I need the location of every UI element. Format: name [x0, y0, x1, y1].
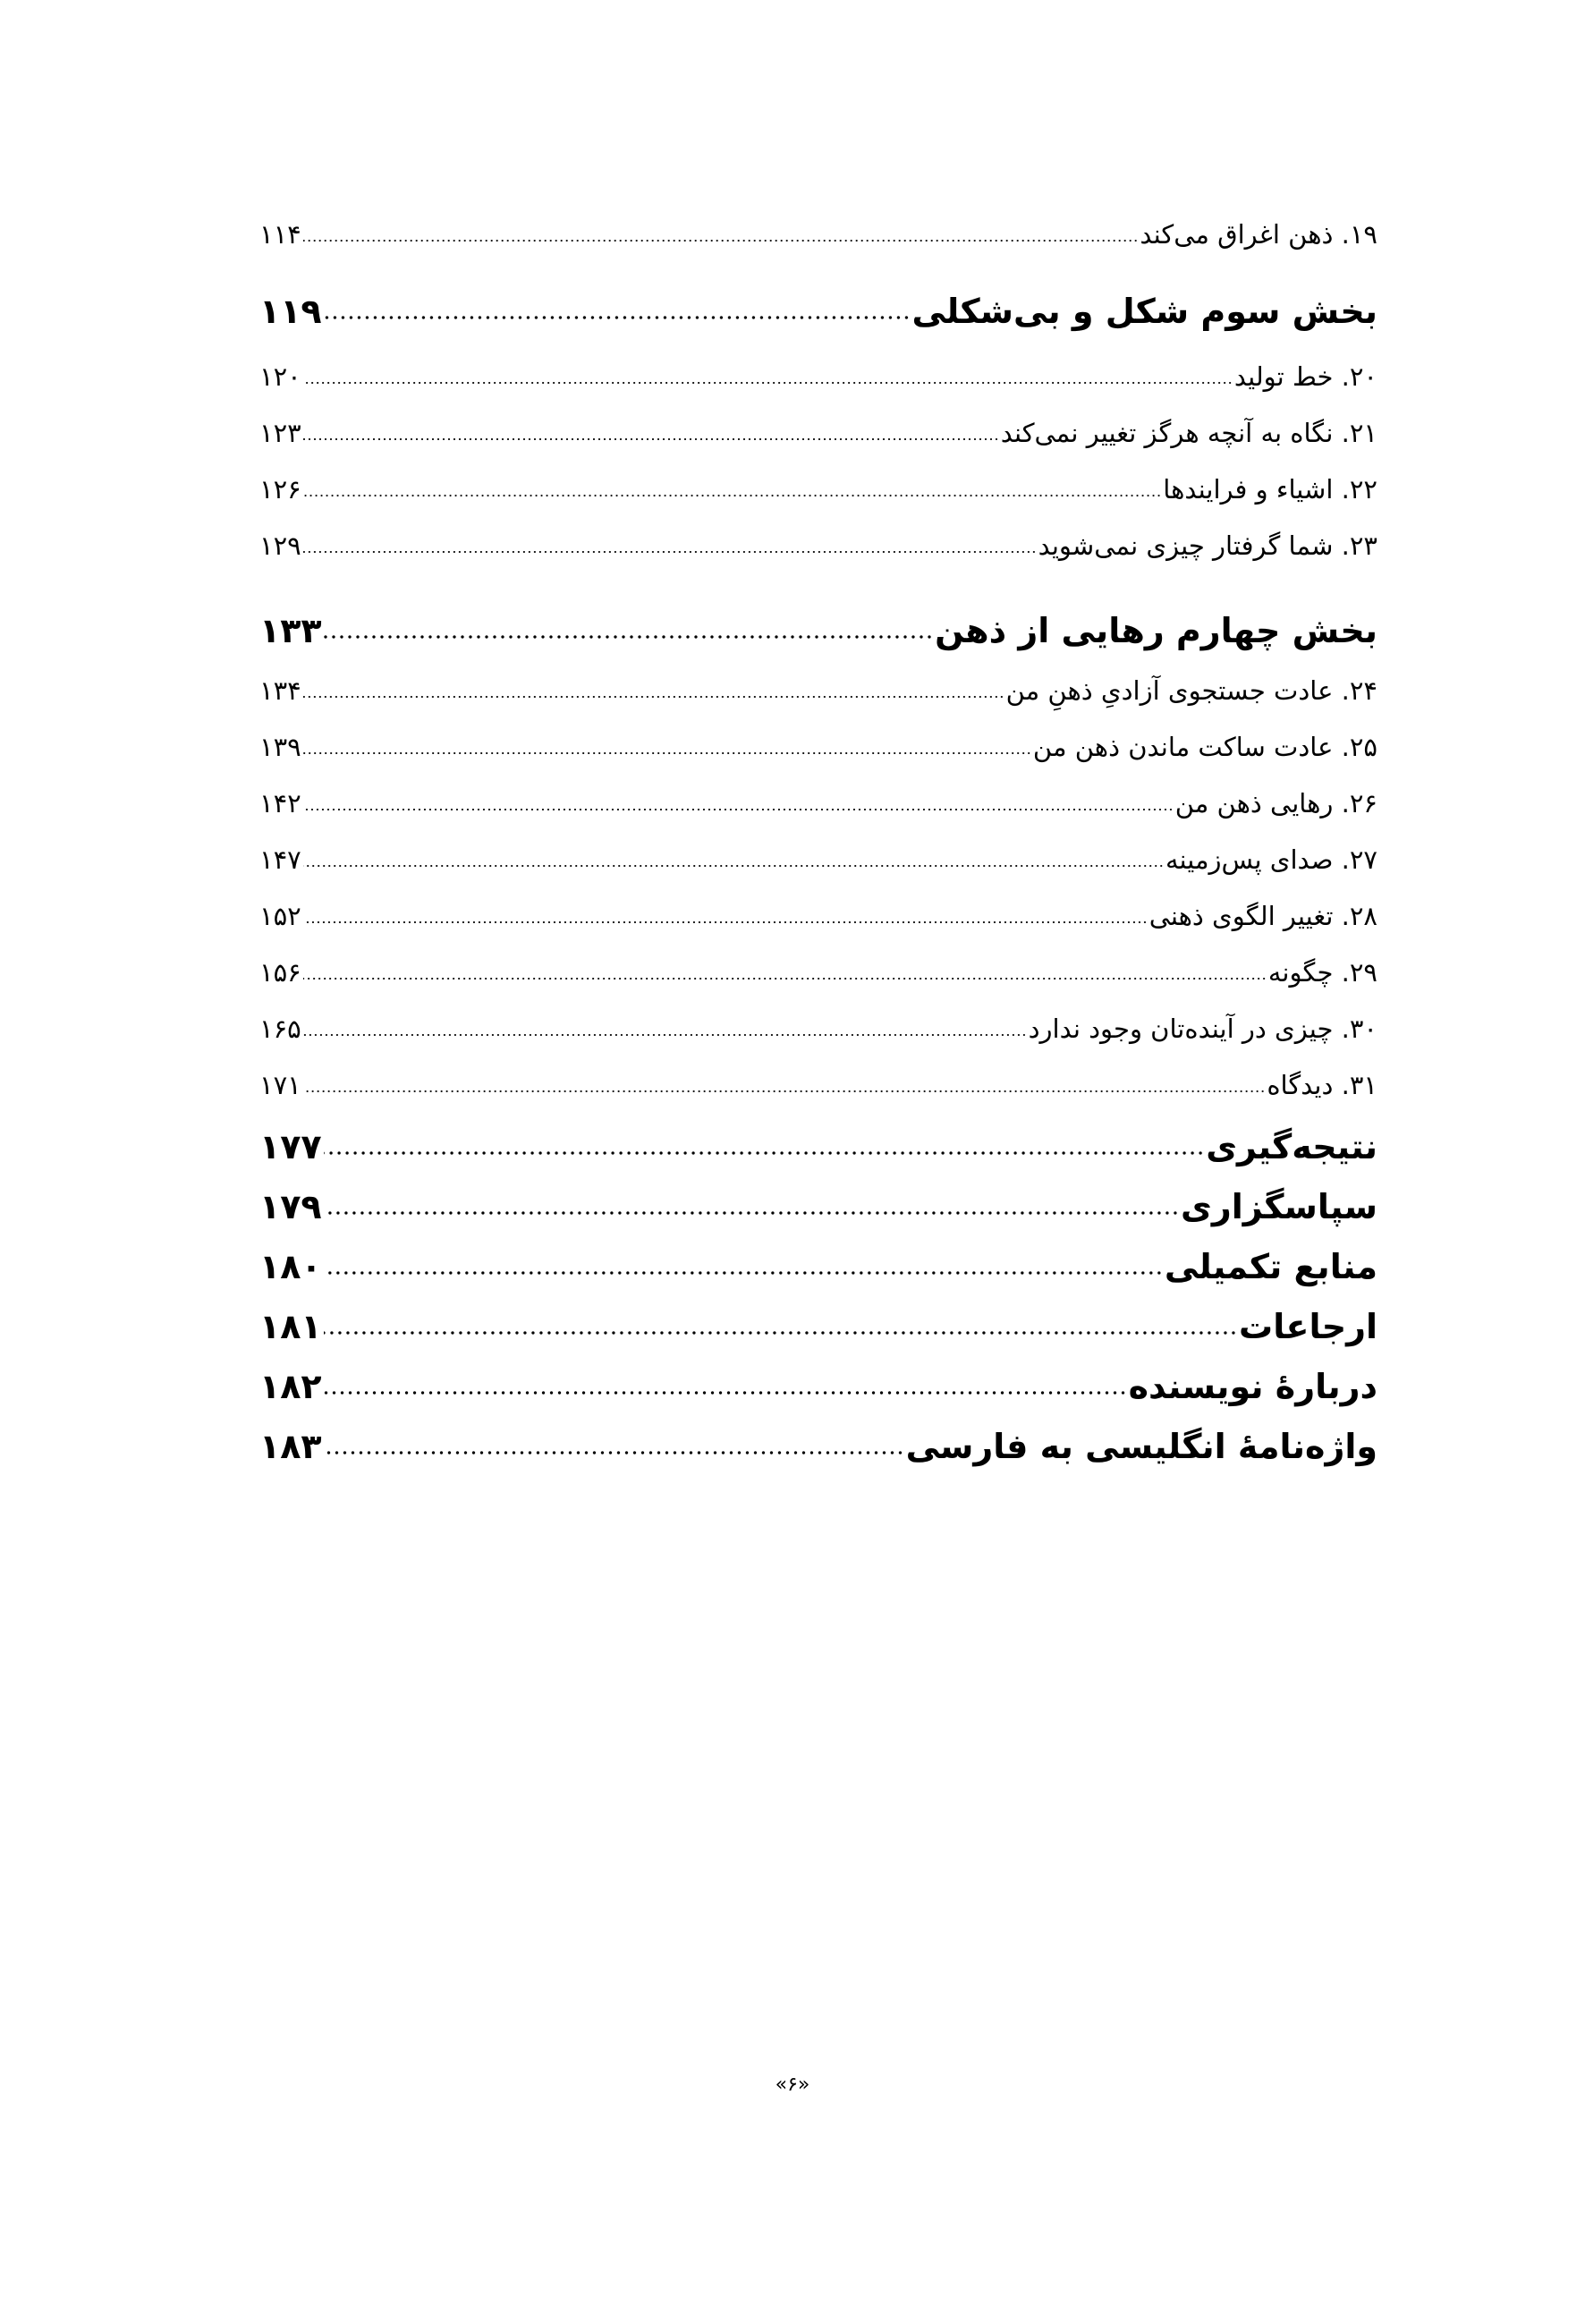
toc-part-page: ۱۷۹ [259, 1187, 322, 1226]
page-number: «۶» [775, 2074, 810, 2096]
toc-entry-title: ۲۵. عادت ساکت ماندن ذهن من [1032, 732, 1377, 762]
dot-leader [303, 437, 999, 441]
dot-leader [303, 550, 1037, 554]
toc-entry[interactable] [259, 732, 1377, 762]
toc-entry-title: ۲۱. نگاه به آنچه هرگز تغییر نمی‌کند [1000, 418, 1377, 448]
toc-entry[interactable] [259, 1070, 1377, 1100]
toc-entry-title: ۲۰. خط تولید [1233, 361, 1377, 392]
toc-part-page: ۱۸۳ [259, 1427, 322, 1466]
toc-entry-page: ۱۲۶ [259, 474, 301, 505]
toc-part-heading[interactable] [259, 611, 1377, 650]
toc-part-heading[interactable] [259, 1127, 1377, 1166]
toc-part-page: ۱۸۰ [259, 1247, 322, 1286]
toc-part-title: منابع تکمیلی [1164, 1247, 1377, 1286]
toc-entry-page: ۱۵۲ [259, 901, 301, 931]
toc-part-page: ۱۳۳ [259, 611, 322, 650]
toc-part-page: ۱۸۱ [259, 1307, 322, 1346]
toc-entry-title: ۲۷. صدای پس‌زمینه [1165, 844, 1377, 875]
toc-entry-page: ۱۲۰ [259, 361, 301, 392]
toc-entry-page: ۱۳۹ [259, 732, 301, 762]
toc-entry[interactable] [259, 788, 1377, 818]
dot-leader [303, 977, 1267, 980]
toc-entry-title: ۲۹. چگونه [1267, 957, 1377, 988]
toc-entry[interactable] [259, 901, 1377, 931]
toc-entry-page: ۱۲۳ [259, 418, 301, 448]
toc-entry-title: ۳۱. دیدگاه [1267, 1070, 1377, 1100]
dot-leader [303, 920, 1148, 924]
toc-entry-title: ۱۹. ذهن اغراق می‌کند [1140, 219, 1377, 250]
toc-entry-title: ۲۲. اشیاء و فرایندها [1163, 474, 1377, 505]
toc-entry-page: ۱۶۵ [259, 1014, 301, 1044]
toc-entry-title: ۲۴. عادت جستجوی آزادیِ ذهنِ من [1005, 675, 1377, 706]
toc-part-title: سپاسگزاری [1181, 1187, 1377, 1226]
dot-leader [303, 695, 1004, 699]
dot-leader [303, 239, 1139, 242]
toc-part-title: بخش سوم شکل و بی‌شکلی [911, 292, 1377, 331]
toc-entry[interactable] [259, 530, 1377, 561]
toc-part-heading[interactable] [259, 1367, 1377, 1406]
toc-entry[interactable] [259, 1014, 1377, 1044]
toc-part-page: ۱۷۷ [259, 1127, 322, 1166]
toc-part-heading[interactable] [259, 1307, 1377, 1346]
toc-entry[interactable] [259, 844, 1377, 875]
toc-part-heading[interactable] [259, 1247, 1377, 1286]
dot-leader [324, 1450, 904, 1455]
dot-leader [303, 381, 1233, 385]
dot-leader [324, 1150, 1205, 1156]
toc-entry-page: ۱۷۱ [259, 1070, 301, 1100]
toc-entry-page: ۱۲۹ [259, 530, 301, 561]
toc-entry[interactable] [259, 361, 1377, 392]
dot-leader [324, 1390, 1127, 1395]
toc-entry[interactable] [259, 474, 1377, 505]
toc-entry[interactable] [259, 219, 1377, 250]
dot-leader [303, 494, 1162, 497]
toc-entry[interactable] [259, 418, 1377, 448]
toc-part-heading[interactable] [259, 1187, 1377, 1226]
toc-entry-title: ۲۶. رهایی ذهن من [1174, 788, 1377, 818]
toc-entry-page: ۱۴۲ [259, 788, 301, 818]
dot-leader [324, 1210, 1179, 1216]
toc-part-title: نتیجه‌گیری [1206, 1127, 1377, 1166]
toc-entry[interactable] [259, 957, 1377, 988]
toc-entry[interactable] [259, 675, 1377, 706]
toc-part-title: واژه‌نامۀ انگلیسی به فارسی [905, 1427, 1377, 1466]
toc-part-title: ارجاعات [1239, 1307, 1377, 1346]
toc-entry-page: ۱۳۴ [259, 675, 301, 706]
toc-part-heading[interactable] [259, 292, 1377, 331]
toc-part-title: دربارۀ نویسنده [1128, 1367, 1377, 1406]
dot-leader [324, 1270, 1163, 1276]
toc-part-page: ۱۱۹ [259, 292, 322, 331]
dot-leader [303, 751, 1031, 755]
toc-entry-page: ۱۴۷ [259, 844, 301, 875]
dot-leader [303, 1090, 1266, 1093]
toc-entry-title: ۲۳. شما گرفتار چیزی نمی‌شوید [1038, 530, 1377, 561]
toc-part-heading[interactable] [259, 1427, 1377, 1466]
dot-leader [324, 315, 911, 320]
toc-entry-title: ۲۸. تغییر الگوی ذهنی [1148, 901, 1377, 931]
toc-entry-page: ۱۵۶ [259, 957, 301, 988]
toc-entry-title: ۳۰. چیزی در آینده‌تان وجود ندارد [1028, 1014, 1377, 1044]
toc-part-title: بخش چهارم رهایی از ذهن [935, 611, 1377, 650]
dot-leader [303, 1033, 1027, 1037]
dot-leader [324, 1330, 1237, 1336]
toc-entry-page: ۱۱۴ [259, 219, 301, 250]
toc-part-page: ۱۸۲ [259, 1367, 322, 1406]
dot-leader [303, 808, 1174, 811]
dot-leader [303, 864, 1164, 868]
dot-leader [324, 634, 933, 640]
